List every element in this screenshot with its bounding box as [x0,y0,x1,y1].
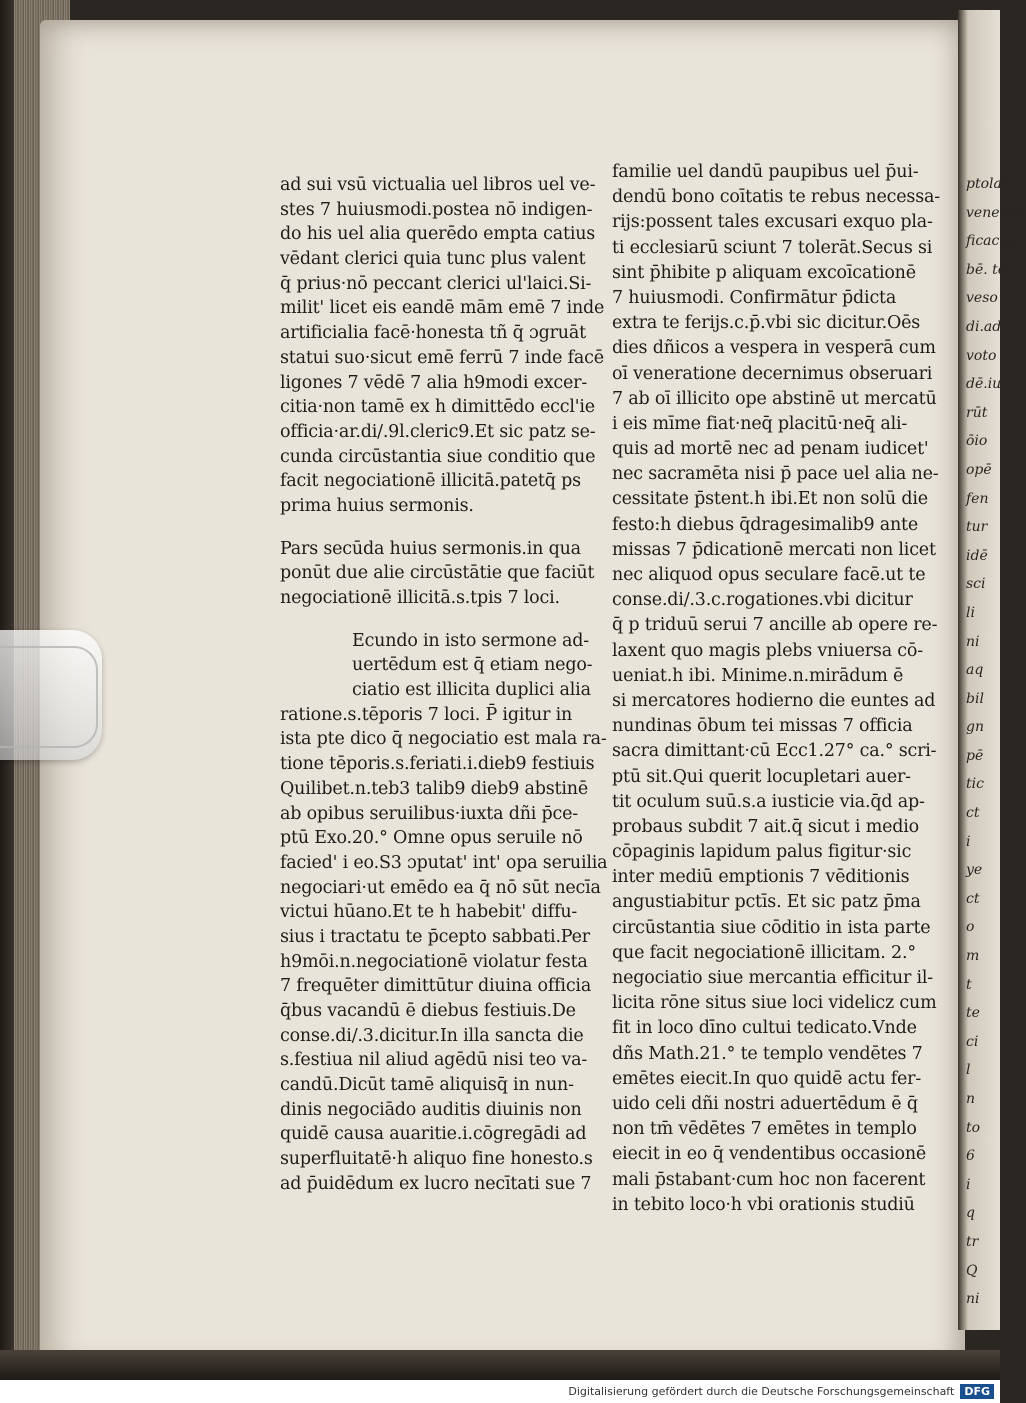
text-line: l [966,1062,971,1079]
text-line: voto [966,347,997,364]
text-line: rūt [966,404,988,421]
text-line: dinis negociādo auditis diuinis non [280,1099,582,1120]
text-line: laxent quo magis plebs vniuersa cō- [612,640,923,661]
text-line: tic [966,776,984,793]
text-line: dñs Math.21.° te templo vendētes 7 [612,1043,923,1064]
text-line: Ecundo in isto sermone ad- [352,630,589,651]
paragraph-gap [280,519,576,537]
text-line: n [966,1091,976,1107]
text-line: ci [966,1033,979,1050]
right-text-column [612,160,940,1218]
text-line: Quilibet.n.teb3 talib9 dieb9 abstinē [280,778,588,799]
text-line: li [966,604,975,621]
text-line: citia·non tamē ex h dimittēdo eccl'ie [280,397,595,418]
text-line: ad sui vsū victualia uel libros uel ve- [280,175,596,195]
text-line: t [966,976,972,993]
text-line: extra te ferijs.c.p̄.vbi sic dicitur.Oēs [612,313,921,334]
text-line: ciatio est illicita duplici alia [352,680,591,701]
text-line: sint p̄hibite p aliquam excoīcationē [612,262,916,283]
text-line: milit' licet eis eandē mām emē 7 inde [280,298,605,319]
text-line: dies dñicos a vespera in vesperā cum [612,338,936,359]
text-line: ōio [966,433,988,450]
paragraph-1 [280,173,605,519]
text-line: ni [966,633,980,650]
text-line: tione tēporis.s.feriati.i.dieb9 festiuis [280,754,595,775]
text-line: aq [966,662,984,679]
text-line: te [966,1005,980,1022]
page-holder-clip-edge [0,646,98,748]
digitization-footer [0,1380,1000,1403]
text-line: oī veneratione decernimus obseruari [612,363,933,384]
text-line: ligones 7 vēdē 7 alia h9modi excer- [280,372,588,393]
text-line: ista pte dico q̄ negociatio est mala ra- [280,729,607,750]
text-line: victui hūano.Et te h habebit' diffu- [280,902,578,923]
text-line: que facit negociationē illicitam. 2.° [612,942,916,963]
text-line: sacra dimittant·cū Ecc1.27° ca.° scri- [612,741,937,762]
text-line: negociatio siue mercantia efficitur il- [612,968,933,988]
text-line: ueniat.h ibi. Minime.n.mirādum ē [612,665,904,686]
text-line: h9mōi.n.negociationē violatur festa [280,951,588,972]
text-line: vēdant clerici quia tunc plus valent [280,249,586,270]
text-line: negociationē illicitā.s.tpis 7 loci. [280,588,560,608]
text-line: ct [966,890,980,907]
text-line: 7 huiusmodi. Confirmātur p̄dicta [612,287,897,308]
text-line: dendū bono coītatis te rebus necessa- [612,187,940,208]
text-line: eiecit in eo q̄ vendentibus occasionē [612,1144,927,1165]
text-line: non tm̄ vēdētes 7 emētes in templo [612,1119,917,1140]
text-line: facied' i eo.S3 ɔputat' int' opa seruilia [280,852,608,873]
text-line: i eis mīme fiat·neq̄ placitū·neq̄ ali- [612,413,908,434]
text-line: festo:h diebus q̄dragesimalib9 ante [612,514,919,535]
text-line: 7 ab oī illicito ope abstinē ut mercatū [612,388,937,409]
text-line: tr [966,1233,979,1250]
text-line: prima huius sermonis. [280,495,474,516]
text-line: fen [966,490,989,507]
text-line: ti ecclesiarū sciunt 7 tolerāt.Secus si [612,237,933,258]
text-line: quis ad mortē nec ad penam iudicet' [612,439,929,460]
text-line: tur [966,519,988,536]
text-line: statui suo·sicut emē ferrū 7 inde facē [280,347,604,368]
text-line: s.festiua nil aliud agēdū nisi teo va- [280,1050,588,1071]
text-line: conse.di/.3.c.rogationes.vbi dicitur [612,590,913,611]
text-line: fit in loco dīno cultui tedicato.Vnde [612,1018,917,1039]
text-line: gn [966,719,984,736]
text-line: opē [966,461,992,478]
text-line: nec aliquod opus seculare facē.ut te [612,565,926,585]
text-line: artificialia facē·honesta tñ q̄ ɔgruāt [280,323,586,344]
text-line: candū.Dicūt tamē aliquisq̄ in nun- [280,1075,574,1096]
text-line: di.ad [966,318,1002,335]
text-line: ni [966,1291,980,1308]
text-line: ct [966,805,980,822]
text-line: veneran [966,204,1024,221]
text-line: uertēdum est q̄ etiam nego- [352,655,593,676]
text-line: dē.iu [966,376,1002,393]
text-line: ad p̄uidēdum ex lucro necītati sue 7 [280,1173,592,1194]
text-line: sius i tractatu te p̄cepto sabbati.Per [280,926,590,947]
text-line: in tebito loco·h vbi orationis studiū [612,1194,915,1215]
text-line: probaus subdit 7 ait.q̄ sicut i medio [612,816,919,837]
text-line: to [966,1119,981,1136]
text-line: 7 frequēter dimittūtur diuina officia [280,976,592,997]
text-line: pē [966,747,984,764]
dfg-logo: DFG [960,1384,994,1399]
text-line: Pars secūda huius sermonis.in qua [280,538,581,559]
text-line: bil [966,690,984,707]
text-line: uido celi dñi nostri aduertēdum ē q̄ [612,1093,918,1114]
text-line: facit negociationē illicitā.patetq̄ ps [280,471,581,492]
next-page-text-fragments [966,170,1026,1314]
bottom-shadow [0,1350,1000,1380]
text-line: i [966,1176,971,1193]
text-line: officia·ar.di/.9l.cleric9.Et sic patz se- [280,421,596,442]
footer-credit-text: Digitalisierung gefördert durch die Deutsche Forschungsgemeinschaft [568,1385,955,1398]
text-line: conse.di/.3.dicitur.In illa sancta die [280,1025,584,1046]
text-line: stes 7 huiusmodi.postea nō indigen- [280,199,593,220]
text-line: emētes eiecit.In quo quidē actu fer- [612,1068,922,1089]
text-line: si mercatores hodierno die euntes ad [612,690,936,711]
text-line: circūstantia siue cōditio in ista parte [612,917,931,938]
left-text-column [280,173,608,1197]
text-line: missas 7 p̄dicationē mercati non licet [612,539,936,560]
text-line: ptolatri [966,176,1019,192]
text-line: ratione.s.tēporis 7 loci. P̄ igitur in [280,704,573,725]
text-line: nundinas ōbum tei missas 7 officia [612,716,913,737]
text-line: inter mediū emptionis 7 vēditionis [612,867,910,888]
text-line: i [966,833,971,850]
text-line: ficacion [966,233,1022,250]
text-line: Q [966,1262,978,1279]
paragraph-2-dropcap-lines [280,629,593,703]
text-line: idē [966,547,988,564]
text-line: bē. te i [966,261,1015,278]
paragraph-2 [280,703,608,1197]
text-line: ye [966,862,983,879]
text-line: ponūt due alie circūstātie que faciūt [280,563,595,584]
text-line: mali p̄stabant·cum hoc non facerent [612,1169,926,1190]
text-line: sci [966,576,986,593]
text-line: licita rōne situs siue loci videlicz cum [612,993,937,1014]
section-heading [280,537,595,611]
text-line: superfluitatē·h aliquo fine honesto.s [280,1149,593,1170]
text-line: negociari·ut emēdo ea q̄ nō sūt necīa [280,877,601,898]
text-line: cōpaginis lapidum palus figitur·sic [612,842,912,863]
text-line: 6 [966,1148,975,1165]
text-line: q̄ prius·nō peccant clerici ul'laici.Si- [280,273,592,294]
text-line: familie uel dandū paupibus uel p̄ui- [612,162,919,182]
text-line: do his uel alia querēdo empta catius [280,224,596,245]
text-line: ptū sit.Qui querit locupletari auer- [612,766,911,787]
text-line: quidē causa auaritie.i.cōgregādi ad [280,1124,587,1145]
text-line: angustiabitur pctīs. Et sic patz p̄ma [612,892,921,913]
text-line: tit oculum suū.s.a iusticie via.q̄d ap- [612,791,925,812]
text-line: cessitate p̄stent.h ibi.Et non solū die [612,489,928,510]
paragraph-gap [280,611,576,629]
text-line: nec sacramēta nisi p̄ pace uel alia ne- [612,464,939,485]
text-line: ptū Exo.20.° Omne opus seruile nō [280,828,583,849]
text-line: rijs:possent tales excusari exquo pla- [612,212,933,233]
next-page-edge [958,10,1024,1330]
text-line: cunda circūstantia siue conditio que [280,446,596,467]
text-line: q̄bus vacandū ē diebus festiuis.De [280,1001,576,1021]
text-line: o [966,919,975,936]
text-line: m [966,948,980,965]
text-line: q̄ p triduū serui 7 ancille ab opere re- [612,615,938,636]
text-line: veso [966,290,998,307]
text-line: ab opibus seruilibus·iuxta dñi p̄ce- [280,803,579,824]
text-line: q [966,1205,975,1222]
